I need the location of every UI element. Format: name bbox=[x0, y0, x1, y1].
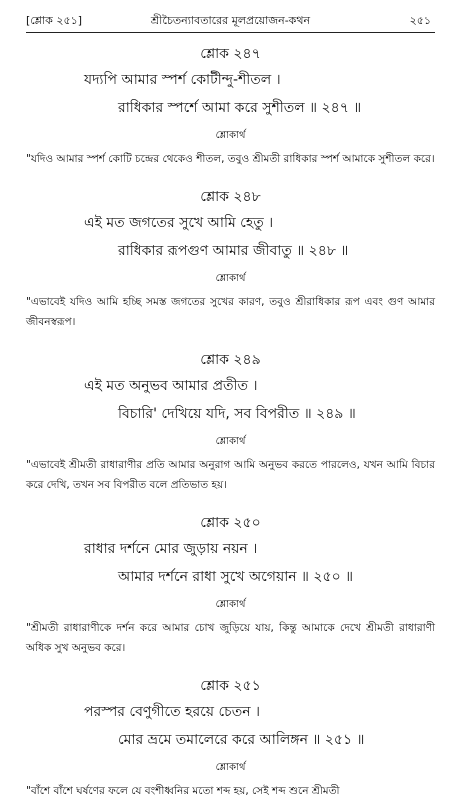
header-chapter-title: শ্রীচৈতন্যাবতারের মূলপ্রয়োজন-কথন bbox=[150, 14, 311, 27]
verse-line-1: এই মত জগতের সুখে আমি হেতু । bbox=[84, 215, 274, 231]
translation-text: "এভাবেই যদিও আমি হচ্ছি সমস্ত জগতের সুখের কারণ, তবুও শ্রীরাধিকার রূপ এবং গুণ আমার জীবনস্বরূপ। bbox=[26, 296, 435, 328]
verse-line-2: রাধিকার স্পর্শে আমা করে সুশীতল ॥ ২৪৭ ॥ bbox=[118, 100, 362, 116]
verse-247 bbox=[26, 42, 435, 169]
translation-text: "বাঁশে বাঁশে ঘর্ষণের ফলে যে বংশীধ্বনির মতো শব্দ হয়, সেই শব্দ শুনে শ্রীমতী bbox=[26, 785, 340, 797]
header-verse-ref: [শ্লোক ২৫১] bbox=[26, 14, 83, 27]
verse-title: শ্লোক ২৪৮ bbox=[200, 189, 261, 205]
translation-text: "শ্রীমতী রাধারাণীকে দর্শন করে আমার চোখ জুড়িয়ে যায়, কিন্তু আমাকে দেখে শ্রীমতী রাধারাণী অধিক সুখ অনুভব করে। bbox=[26, 622, 435, 654]
verse-title: শ্লোক ২৫১ bbox=[200, 678, 261, 694]
verse-248 bbox=[26, 185, 435, 332]
verse-250 bbox=[26, 511, 435, 658]
verse-line-2: মোর ভ্রমে তমালেরে করে আলিঙ্গন ॥ ২৫১ ॥ bbox=[118, 732, 365, 748]
running-header bbox=[26, 10, 435, 33]
translation-label: শ্লোকার্থ bbox=[215, 273, 246, 284]
page-content bbox=[26, 38, 435, 803]
verse-line-1: এই মত অনুভব আমার প্রতীত । bbox=[84, 378, 258, 394]
verse-249 bbox=[26, 348, 435, 495]
verse-line-1: রাধার দর্শনে মোর জুড়ায় নয়ন । bbox=[84, 541, 258, 557]
verse-title: শ্লোক ২৪৯ bbox=[200, 352, 261, 368]
translation-label: শ্লোকার্থ bbox=[215, 436, 246, 447]
verse-line-1: যদ্যপি আমার স্পর্শ কোটীন্দু-শীতল । bbox=[84, 72, 281, 88]
translation-label: শ্লোকার্থ bbox=[215, 762, 246, 773]
verse-line-2: বিচারি' দেখিয়ে যদি, সব বিপরীত ॥ ২৪৯ ॥ bbox=[118, 406, 356, 422]
translation-text: "এভাবেই শ্রীমতী রাধারাণীর প্রতি আমার অনুরাগ আমি অনুভব করতে পারলেও, যখন আমি বিচার করে দেখি, তখন সব বিপরীত বলে প্রতিভাত হয়। bbox=[26, 459, 435, 491]
translation-label: শ্লোকার্থ bbox=[215, 130, 246, 141]
verse-line-2: আমার দর্শনে রাধা সুখে অগেয়ান ॥ ২৫০ ॥ bbox=[118, 569, 354, 585]
verse-line-1: পরস্পর বেণুগীতে হরয়ে চেতন । bbox=[84, 704, 261, 720]
translation-label: শ্লোকার্থ bbox=[215, 599, 246, 610]
header-page-number: ২৫১ bbox=[409, 14, 431, 27]
verse-title: শ্লোক ২৫০ bbox=[200, 515, 261, 531]
translation-text: "যদিও আমার স্পর্শ কোটি চন্দ্রের থেকেও শীতল, তবুও শ্রীমতী রাধিকার স্পর্শ আমাকে সুশীতল করে। bbox=[26, 153, 435, 165]
verse-title: শ্লোক ২৪৭ bbox=[200, 46, 261, 62]
verse-251 bbox=[26, 674, 435, 801]
verse-line-2: রাধিকার রূপগুণ আমার জীবাতু ॥ ২৪৮ ॥ bbox=[118, 243, 349, 259]
